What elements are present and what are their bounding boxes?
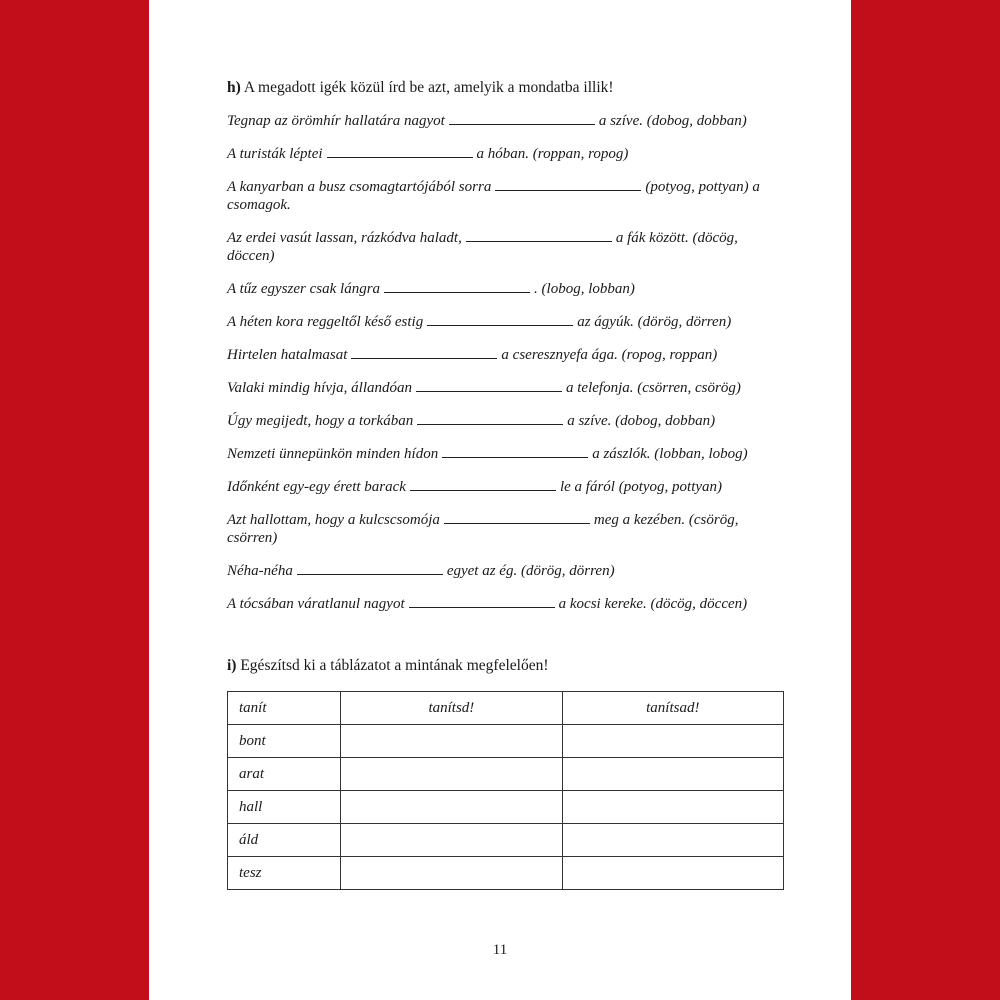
sentence-after-text: a szíve. (dobog, dobban) — [567, 413, 716, 429]
sentence-before-text: Nemzeti ünnepünkön minden hídon — [227, 446, 439, 462]
answer-blank[interactable] — [297, 562, 443, 575]
sentence-before-text: Úgy megijedt, hogy a torkában — [227, 413, 414, 429]
sentence-before-text: A kanyarban a busz csomagtartójából sorra — [227, 179, 492, 195]
sentence-before-text: A tócsában váratlanul nagyot — [227, 596, 405, 612]
table-header-cell: tanít — [228, 692, 341, 725]
exercise-sentence — [227, 145, 787, 163]
verb-cell: tesz — [228, 857, 341, 890]
answer-blank[interactable] — [449, 112, 595, 125]
sentence-after-text: a hóban. (roppan, ropog) — [476, 146, 629, 162]
sentence-after-text: (potyog, pottyan) a csomagok. — [227, 179, 760, 213]
sentence-before-text: Időnként egy-egy érett barack — [227, 479, 406, 495]
answer-cell[interactable] — [562, 857, 783, 890]
sentence-after-text: a cseresznyefa ága. (ropog, roppan) — [501, 347, 718, 363]
exercise-sentence — [227, 412, 787, 430]
answer-blank[interactable] — [442, 445, 588, 458]
answer-blank[interactable] — [384, 280, 530, 293]
answer-blank[interactable] — [416, 379, 562, 392]
exercise-sentence — [227, 178, 787, 214]
answer-cell[interactable] — [341, 725, 562, 758]
section-i-letter: i) — [227, 657, 237, 674]
answer-blank[interactable] — [327, 145, 473, 158]
answer-cell[interactable] — [341, 758, 562, 791]
page-number: 11 — [492, 942, 508, 958]
sentence-after-text: a fák között. (döcög, döccen) — [227, 230, 738, 264]
answer-blank[interactable] — [427, 313, 573, 326]
sentence-before-text: Azt hallottam, hogy a kulcscsomója — [227, 512, 440, 528]
sentence-after-text: a szíve. (dobog, dobban) — [598, 113, 747, 129]
workbook-page — [149, 0, 851, 1000]
exercise-sentence — [227, 379, 787, 397]
section-h-letter: h) — [227, 79, 241, 96]
table-header-cell: tanítsad! — [562, 692, 783, 725]
exercise-sentence — [227, 346, 787, 364]
sentence-before-text: Néha-néha — [227, 563, 293, 579]
exercise-sentence — [227, 511, 787, 547]
table-row — [228, 791, 784, 824]
exercise-sentence — [227, 595, 787, 613]
answer-blank[interactable] — [444, 511, 590, 524]
sentence-after-text: le a fáról (potyog, pottyan) — [559, 479, 723, 495]
sentence-after-text: a zászlók. (lobban, lobog) — [592, 446, 748, 462]
sentence-after-text: . (lobog, lobban) — [534, 281, 635, 297]
answer-blank[interactable] — [466, 229, 612, 242]
answer-cell[interactable] — [341, 791, 562, 824]
exercise-sentence — [227, 112, 787, 130]
answer-cell[interactable] — [562, 758, 783, 791]
answer-cell[interactable] — [562, 725, 783, 758]
exercise-sentence — [227, 313, 787, 331]
sentence-before-text: Az erdei vasút lassan, rázkódva haladt, — [227, 230, 462, 246]
exercise-sentence — [227, 478, 787, 496]
sentence-before-text: A tűz egyszer csak lángra — [227, 281, 381, 297]
conjugation-table — [227, 691, 784, 890]
page-content — [227, 78, 787, 890]
answer-blank[interactable] — [417, 412, 563, 425]
sentence-before-text: Valaki mindig hívja, állandóan — [227, 380, 412, 396]
exercise-sentence — [227, 445, 787, 463]
sentence-after-text: meg a kezében. (csörög, csörren) — [227, 512, 739, 546]
sentence-before-text: Hirtelen hatalmasat — [227, 347, 348, 363]
section-h-heading — [227, 78, 787, 98]
verb-cell: bont — [228, 725, 341, 758]
sentence-before-text: Tegnap az örömhír hallatára nagyot — [227, 113, 445, 129]
answer-cell[interactable] — [562, 791, 783, 824]
section-i-instruction: Egészítsd ki a táblázatot a mintának megfelelően! — [240, 657, 549, 674]
table-header-row — [228, 692, 784, 725]
verb-cell: arat — [228, 758, 341, 791]
exercise-sentence — [227, 229, 787, 265]
verb-cell: hall — [228, 791, 341, 824]
verb-cell: áld — [228, 824, 341, 857]
table-row — [228, 725, 784, 758]
section-i-heading — [227, 656, 787, 676]
sentence-after-text: a kocsi kereke. (döcög, döccen) — [558, 596, 748, 612]
answer-blank[interactable] — [351, 346, 497, 359]
answer-blank[interactable] — [495, 178, 641, 191]
answer-cell[interactable] — [562, 824, 783, 857]
sentence-after-text: a telefonja. (csörren, csörög) — [566, 380, 741, 396]
table-row — [228, 824, 784, 857]
table-header-cell: tanítsd! — [341, 692, 562, 725]
answer-blank[interactable] — [409, 595, 555, 608]
section-h-instruction: A megadott igék közül írd be azt, amelyik a mondatba illik! — [243, 79, 614, 96]
answer-cell[interactable] — [341, 824, 562, 857]
sentence-before-text: A héten kora reggeltől késő estig — [227, 314, 424, 330]
table-row — [228, 758, 784, 791]
table-row — [228, 857, 784, 890]
sentence-after-text: egyet az ég. (dörög, dörren) — [446, 563, 615, 579]
sentence-after-text: az ágyúk. (dörög, dörren) — [577, 314, 732, 330]
sentence-list — [227, 112, 787, 613]
exercise-sentence — [227, 280, 787, 298]
answer-cell[interactable] — [341, 857, 562, 890]
answer-blank[interactable] — [410, 478, 556, 491]
exercise-sentence — [227, 562, 787, 580]
sentence-before-text: A turisták léptei — [227, 146, 323, 162]
